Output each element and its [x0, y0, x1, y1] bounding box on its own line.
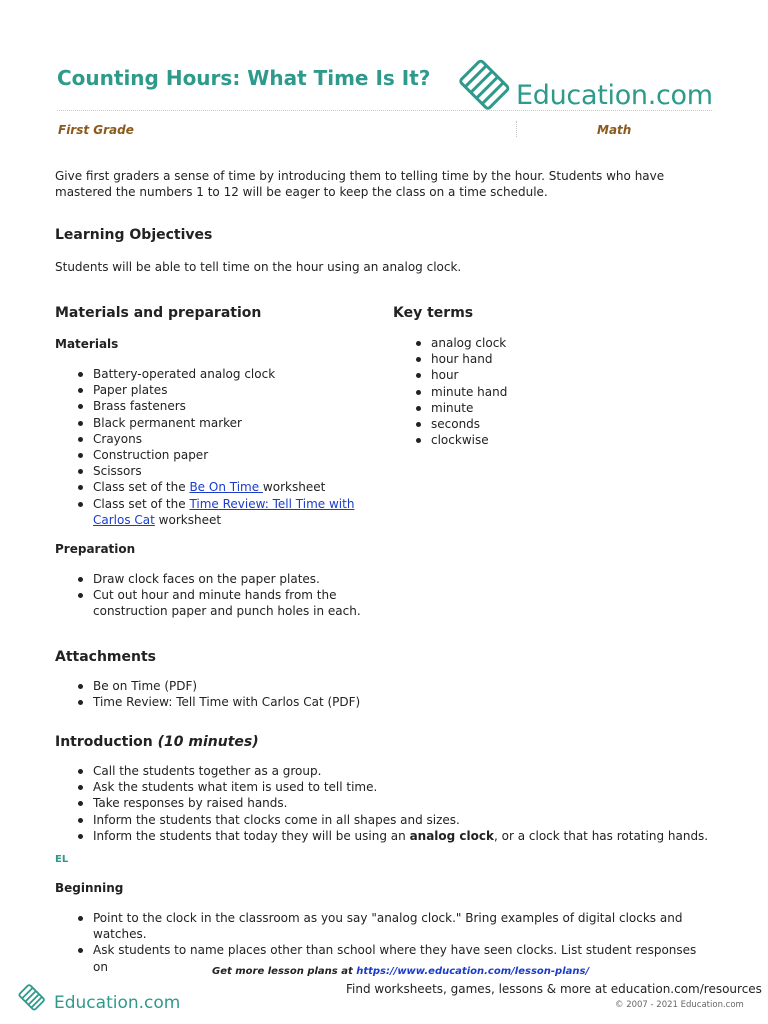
preparation-list	[76, 571, 376, 620]
list-item: hour	[414, 367, 714, 383]
list-item: clockwise	[414, 432, 714, 448]
list-item: Class set of the Be On Time worksheet	[76, 479, 376, 495]
list-item: Point to the clock in the classroom as you say "analog clock." Bring examples of digital clocks and watches.	[76, 910, 706, 942]
list-item: Take responses by raised hands.	[76, 795, 726, 811]
list-item: Scissors	[76, 463, 376, 479]
footer-logo-wordmark: Education.com	[54, 993, 181, 1013]
footer-education-logo-icon	[18, 983, 46, 1011]
subject-label: Math	[597, 123, 632, 137]
materials-section-heading: Materials and preparation	[55, 305, 262, 321]
list-item: Inform the students that today they will be using an analog clock, or a clock that has rotating hands.	[76, 828, 726, 844]
lesson-plans-link[interactable]: https://www.education.com/lesson-plans/	[356, 966, 590, 977]
list-item: minute	[414, 400, 714, 416]
header-divider	[57, 110, 712, 111]
introduction-duration: (10 minutes)	[157, 734, 259, 750]
list-item: seconds	[414, 416, 714, 432]
list-item: Cut out hour and minute hands from the construction paper and punch holes in each.	[76, 587, 376, 619]
list-item: Construction paper	[76, 447, 376, 463]
grade-label: First Grade	[58, 123, 134, 137]
footer-more-text: Get more lesson plans at https://www.education.com/lesson-plans/	[212, 966, 590, 977]
attachment-item[interactable]: Time Review: Tell Time with Carlos Cat (PDF)	[76, 694, 676, 710]
key-terms-heading: Key terms	[393, 305, 474, 321]
attachments-heading: Attachments	[55, 649, 157, 665]
objectives-heading: Learning Objectives	[55, 227, 213, 243]
list-item: Inform the students that clocks come in all shapes and sizes.	[76, 812, 726, 828]
list-item: Ask students to name places other than school where they have seen clocks. List student responses on	[76, 942, 706, 974]
logo-wordmark[interactable]: Education.com	[516, 80, 713, 111]
intro-paragraph: Give first graders a sense of time by introducing them to telling time by the hour. Students who have mastered the numbers 1 to 12 will be eager to keep the class on a time schedule.	[55, 169, 665, 199]
footer-find-text: Find worksheets, games, lessons & more at education.com/resources	[346, 982, 762, 996]
meta-divider	[516, 121, 517, 137]
list-item: Draw clock faces on the paper plates.	[76, 571, 376, 587]
list-item: Paper plates	[76, 382, 376, 398]
list-item: Call the students together as a group.	[76, 763, 726, 779]
objectives-text: Students will be able to tell time on the hour using an analog clock.	[55, 260, 462, 274]
preparation-heading: Preparation	[55, 542, 136, 556]
beginning-heading: Beginning	[55, 881, 124, 895]
introduction-list	[76, 763, 726, 844]
introduction-heading: Introduction (10 minutes)	[55, 734, 259, 750]
list-item: analog clock	[414, 335, 714, 351]
footer-copyright: © 2007 - 2021 Education.com	[615, 1000, 744, 1010]
list-item: Class set of the Time Review: Tell Time with Carlos Cat worksheet	[76, 496, 376, 528]
materials-list	[76, 366, 376, 528]
el-label: EL	[55, 854, 69, 865]
list-item: Brass fasteners	[76, 398, 376, 414]
be-on-time-link[interactable]: Be On Time	[189, 480, 263, 495]
materials-heading: Materials	[55, 337, 119, 351]
attachments-list	[76, 678, 676, 710]
attachment-item[interactable]: Be on Time (PDF)	[76, 678, 676, 694]
list-item: Ask the students what item is used to tell time.	[76, 779, 726, 795]
list-item: hour hand	[414, 351, 714, 367]
list-item: Black permanent marker	[76, 415, 376, 431]
list-item: Battery-operated analog clock	[76, 366, 376, 382]
key-terms-list	[414, 335, 714, 448]
list-item: minute hand	[414, 384, 714, 400]
time-review-link[interactable]: Time Review: Tell Time with Carlos Cat	[93, 496, 355, 527]
page-title: Counting Hours: What Time Is It?	[57, 66, 431, 90]
list-item: Crayons	[76, 431, 376, 447]
